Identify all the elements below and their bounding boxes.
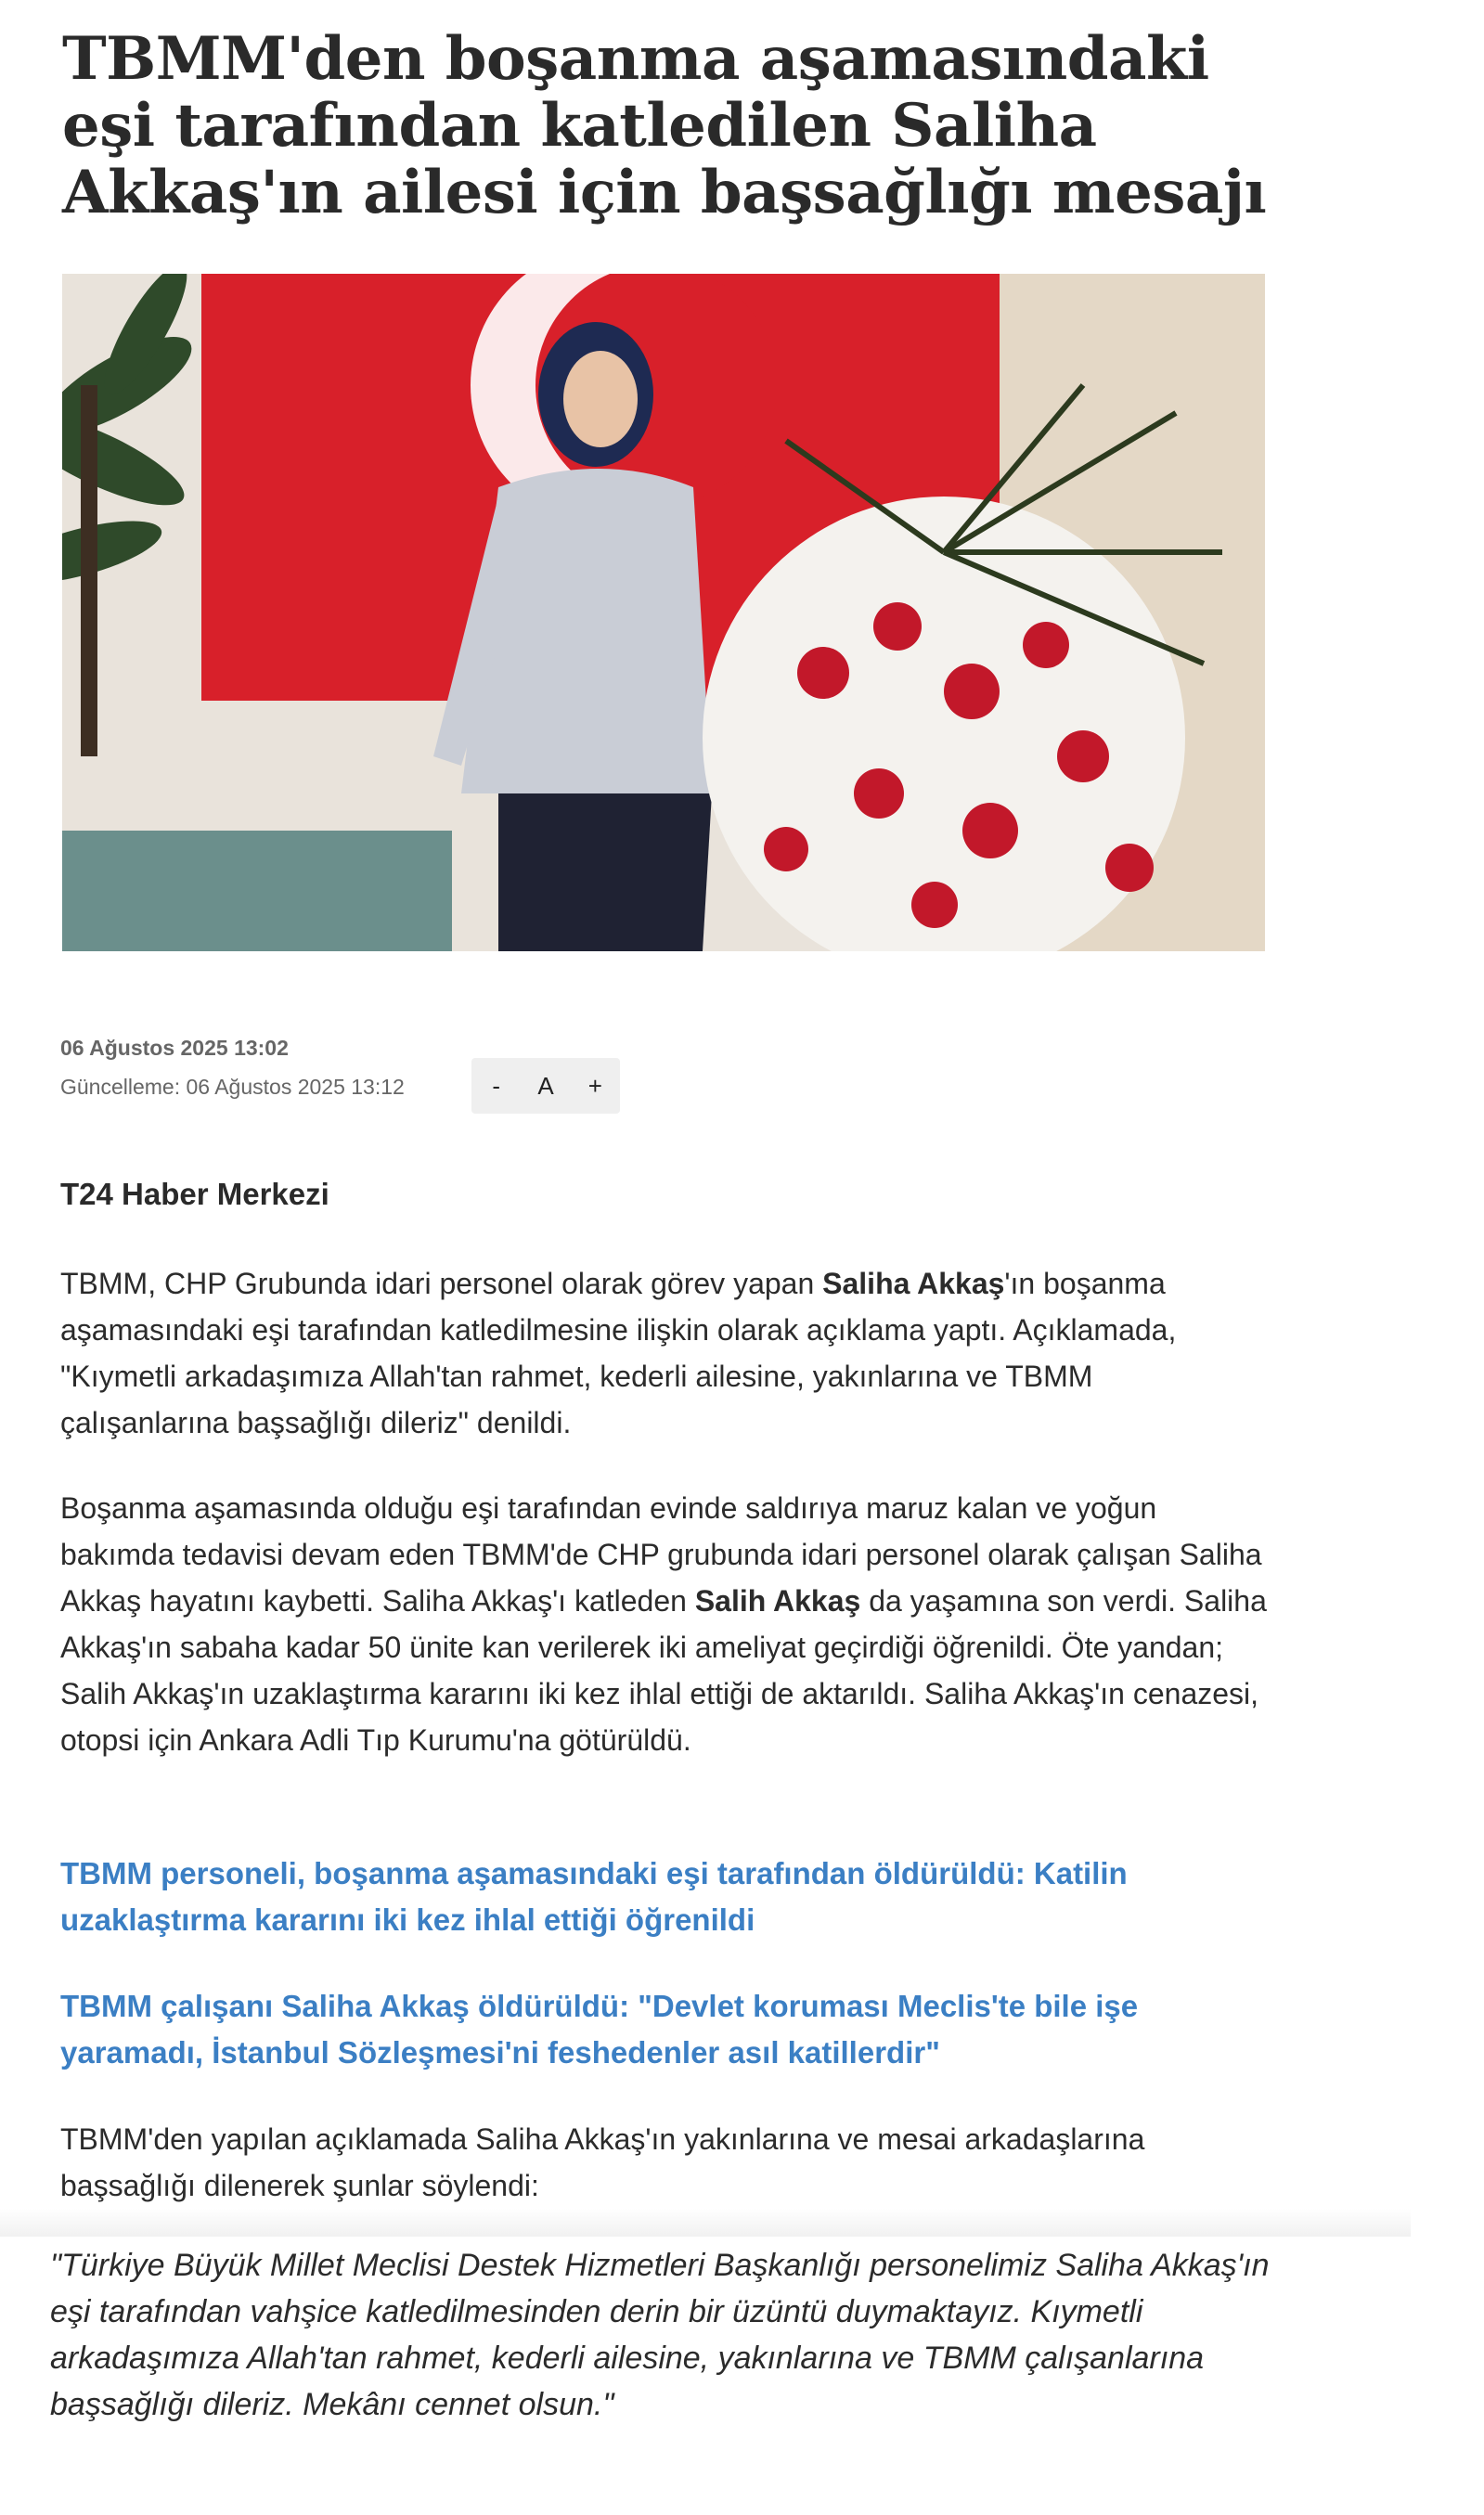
paragraph-1-text-c: 'ın boşanma aşamasındaki eşi tarafından katledilmesine ilişkin olarak açıklama yaptı. Açıklamada, "Kıymetli arkadaşımıza Allah'tan rahmet, kederli ailesine, yakınlarına ve TBMM çalışanlarına başsağlığı dileriz" denildi. [60, 1267, 1177, 1439]
paragraph-2 [60, 1485, 1267, 1763]
paragraph-1 [60, 1260, 1267, 1446]
paragraph-1-text-a: TBMM, CHP Grubunda idari personel olarak görev yapan [60, 1267, 823, 1300]
updated-date: Güncelleme: 06 Ağustos 2025 13:12 [60, 1075, 405, 1099]
related-link-1[interactable]: TBMM personeli, boşanma aşamasındaki eşi tarafından öldürüldü: Katilin uzaklaştırma kararını iki kez ihlal ettiği öğrenildi [60, 1856, 1128, 1937]
blockquote [0, 2237, 1484, 2515]
paragraph-2-text-a: Boşanma aşamasında olduğu eşi tarafından evinde saldırıya maruz kalan ve yoğun bakımda tedavisi devam eden TBMM'de CHP grubunda idari personel olarak çalışan Saliha Akkaş hayatını kaybetti. Saliha Akkaş'ı katleden [60, 1491, 1262, 1618]
byline: T24 Haber Merkezi [60, 1177, 329, 1211]
hero-image [62, 274, 1265, 951]
related-link-2[interactable]: TBMM çalışanı Saliha Akkaş öldürüldü: "Devlet koruması Meclis'te bile işe yaramadı, İstanbul Sözleşmesi'ni feshedenler asıl katillerdir" [60, 1989, 1139, 2070]
paragraph-1-bold: Saliha Akkaş [822, 1267, 1005, 1300]
paragraph-2-text-c: da yaşamına son verdi. Saliha Akkaş'ın sabaha kadar 50 ünite kan verilerek iki ameliyat geçirdiği öğrenildi. Öte yandan; Salih Akkaş'ın uzaklaştırma kararını iki kez ihlal ettiği de aktarıldı. Saliha Akkaş'ın cenazesi, otopsi için Ankara Adli Tıp Kurumu'na götürüldü. [60, 1584, 1267, 1757]
font-size-controls [471, 1058, 620, 1114]
font-increase-button[interactable]: + [587, 1071, 602, 1100]
quote-shadow [0, 2209, 1411, 2237]
font-reset-button[interactable]: A [537, 1071, 554, 1100]
article-headline: TBMM'den boşanma aşamasındaki eşi tarafından katledilen Saliha Akkaş'ın ailesi için başsağlığı mesajı [62, 24, 1267, 227]
font-decrease-button[interactable]: - [492, 1071, 500, 1100]
paragraph-2-bold: Salih Akkaş [694, 1584, 861, 1618]
quote-text: "Türkiye Büyük Millet Meclisi Destek Hizmetleri Başkanlığı personelimiz Saliha Akkaş'ın eşi tarafından vahşice katledilmesinden derin bir üzüntü duymaktayız. Kıymetli arkadaşımıza Allah'tan rahmet, kederli ailesine, yakınlarına ve TBMM çalışanlarına başsağlığı dileriz. Mekânı cennet olsun." [50, 2248, 1270, 2422]
paragraph-3: TBMM'den yapılan açıklamada Saliha Akkaş'ın yakınlarına ve mesai arkadaşlarına başsağlığı dilenerek şunlar söylendi: [60, 2122, 1145, 2202]
publish-date: 06 Ağustos 2025 13:02 [60, 1036, 289, 1060]
